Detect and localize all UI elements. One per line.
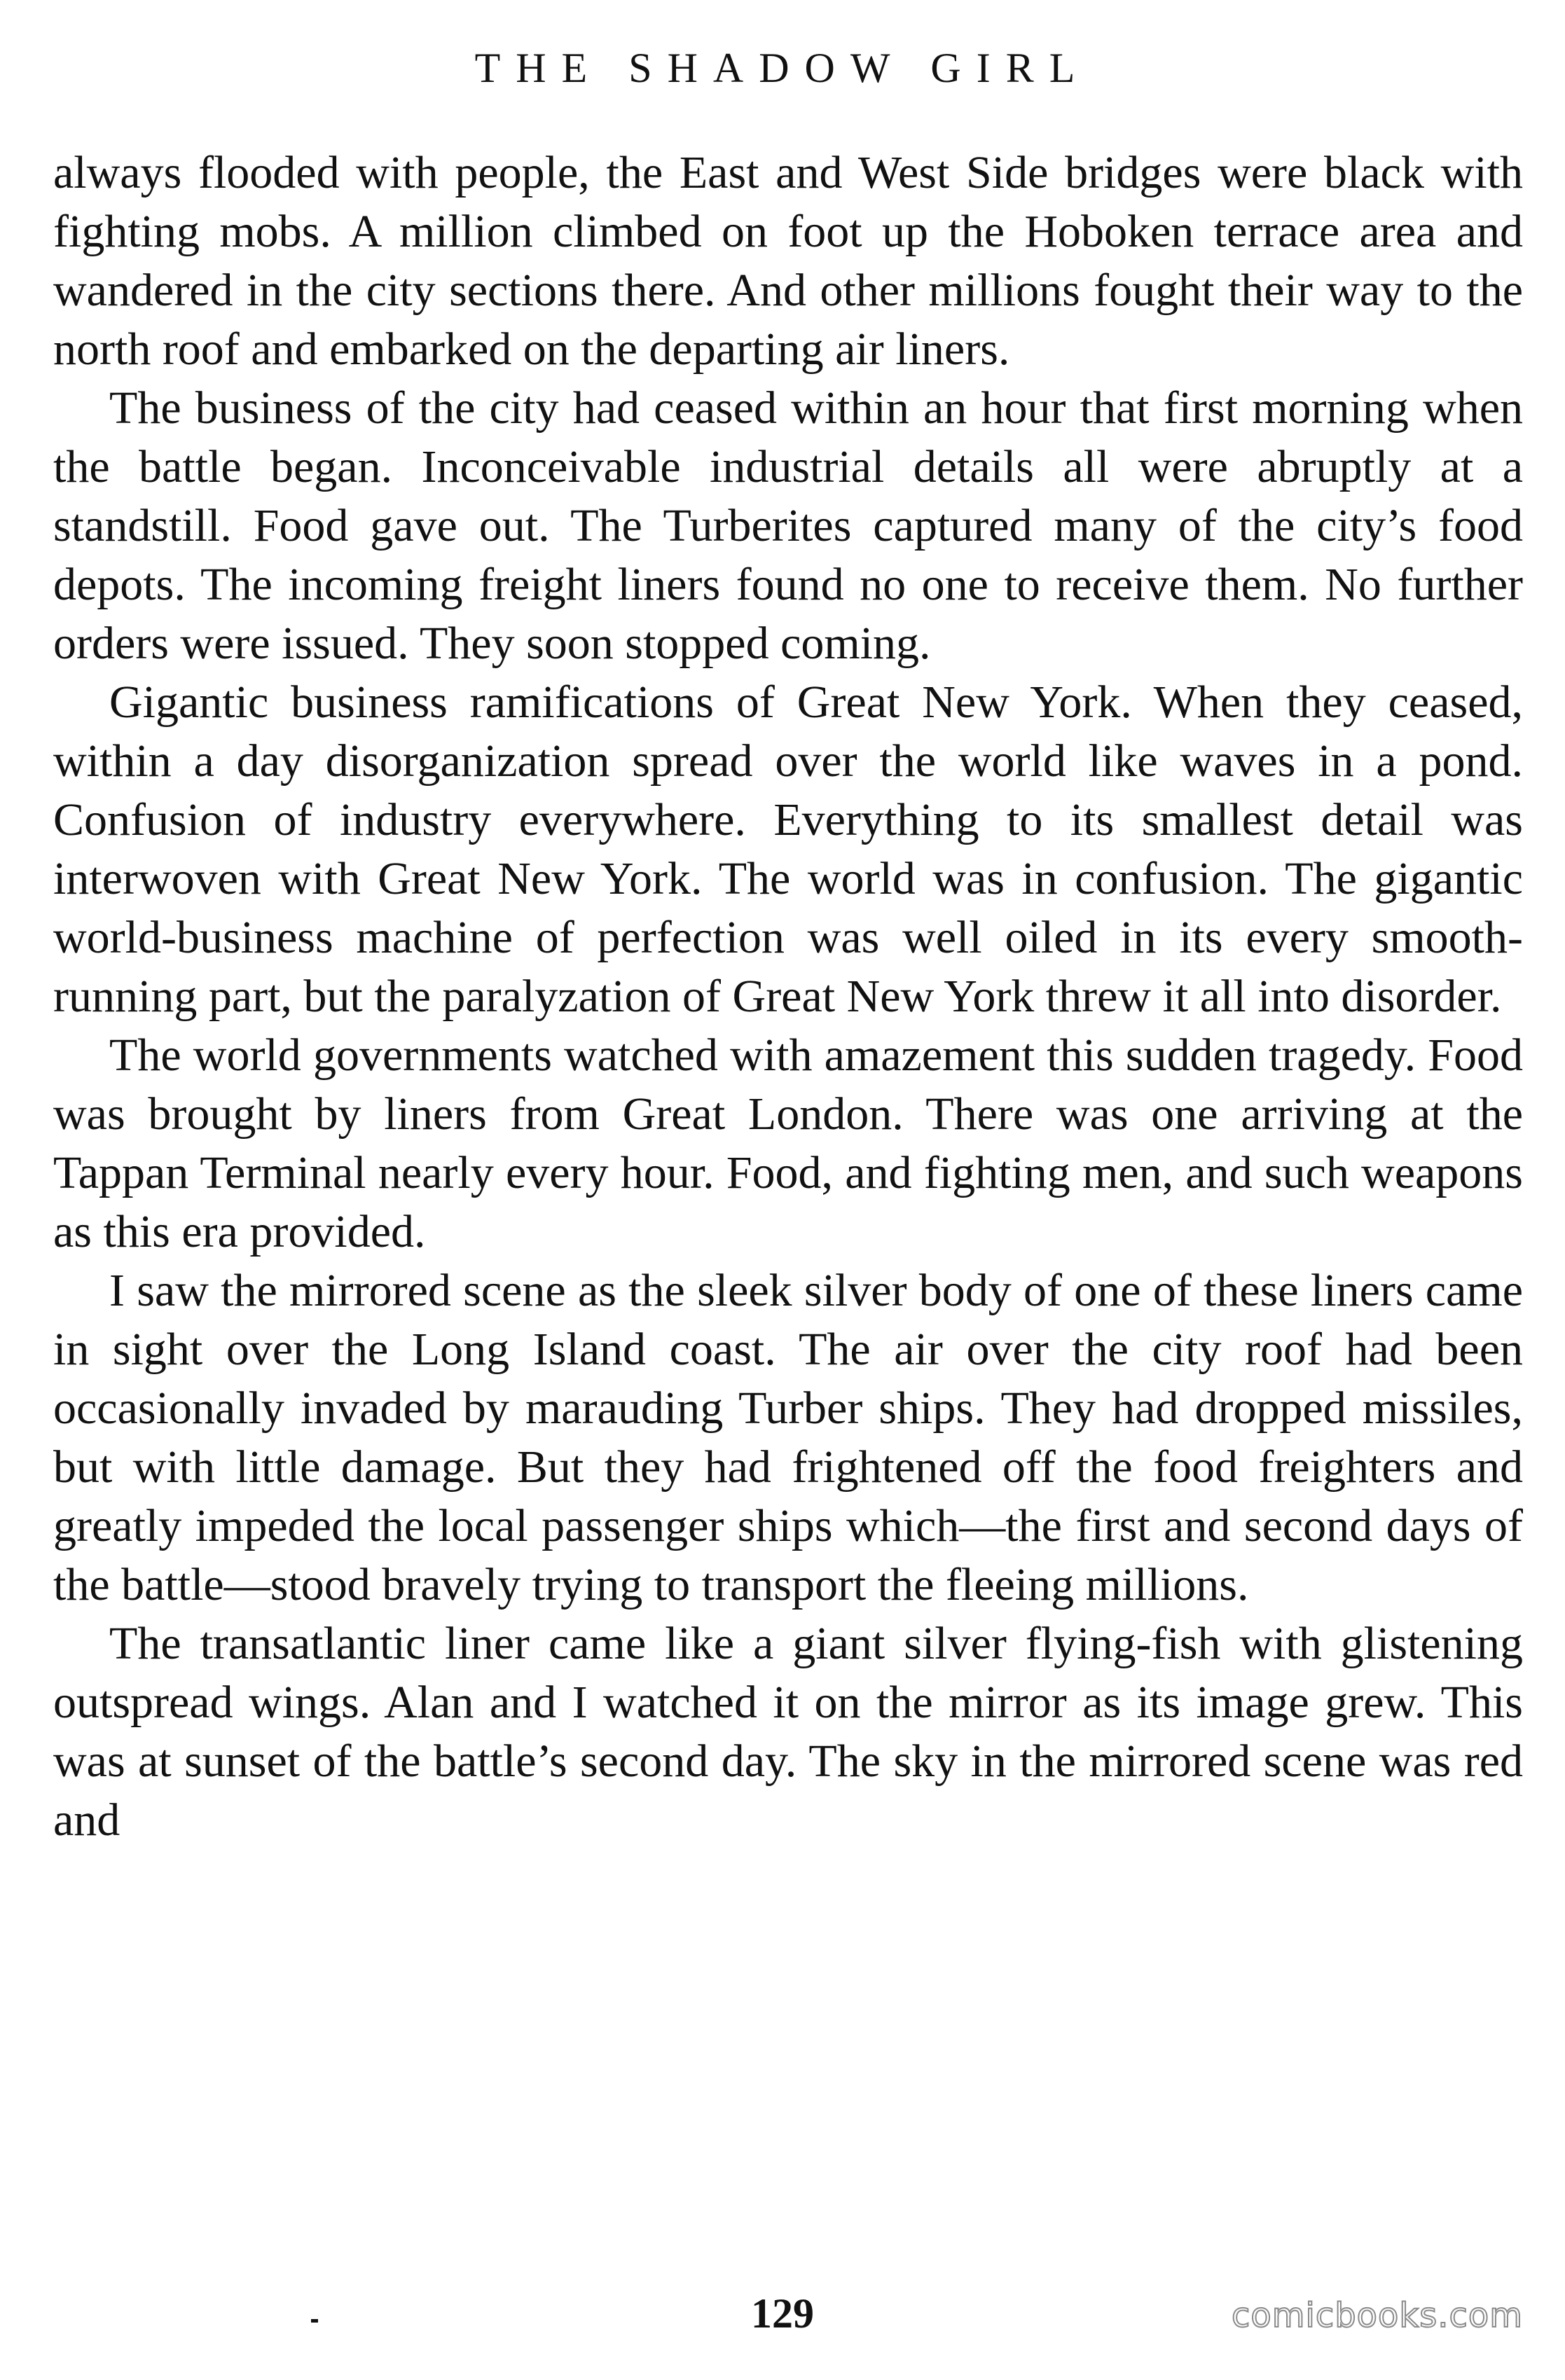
running-head: THE SHADOW GIRL: [474, 45, 1091, 91]
paragraph: The transatlantic liner came like a giant silver flying-fish with glistening outspread wings. Alan and I watched it on the mirror as its image grew. This was at sunset of the battle’s second day. The sky in the mirrored scene was red and: [53, 1618, 1523, 1846]
paragraph: The business of the city had ceased within an hour that first morning when the battle began. Inconceivable industrial details all were abruptly at a standstill. Food gave out. The Turberites captured many of the city’s food depots. The incoming freight liners found no one to receive them. No further orders were issued. They soon stopped coming.: [53, 382, 1523, 669]
page-number: 129: [751, 2290, 814, 2337]
paragraph: always flooded with people, the East and West Side bridges were black with fighting mobs. A million climbed on foot up the Hoboken terrace area and wandered in the city sections there. And other millions fought their way to the north roof and embarked on the departing air liners.: [53, 147, 1523, 375]
paragraph: The world governments watched with amazement this sudden tragedy. Food was brought by liners from Great London. There was one arriving at the Tappan Terminal nearly every hour. Food, and fighting men, and such weapons as this era provided.: [53, 1030, 1523, 1257]
watermark: comicbooks.com: [1231, 2296, 1523, 2335]
body-text: [53, 144, 1523, 1850]
paragraph: I saw the mirrored scene as the sleek silver body of one of these liners came in sight over the Long Island coast. The air over the city roof had been occasionally invaded by marauding Turber ships. They had dropped missiles, but with little damage. But they had frightened off the food freighters and greatly impeded the local passenger ships which—the first and second days of the battle—stood bravely trying to transport the fleeing millions.: [53, 1265, 1523, 1610]
paragraph: Gigantic business ramifications of Great New York. When they ceased, within a day disorganization spread over the world like waves in a pond. Confusion of industry everywhere. Everything to its smallest detail was interwoven with Great New York. The world was in confusion. The gigantic world-business machine of perfection was well oiled in its every smooth-running part, but the paralyzation of Great New York threw it all into disorder.: [53, 677, 1523, 1022]
